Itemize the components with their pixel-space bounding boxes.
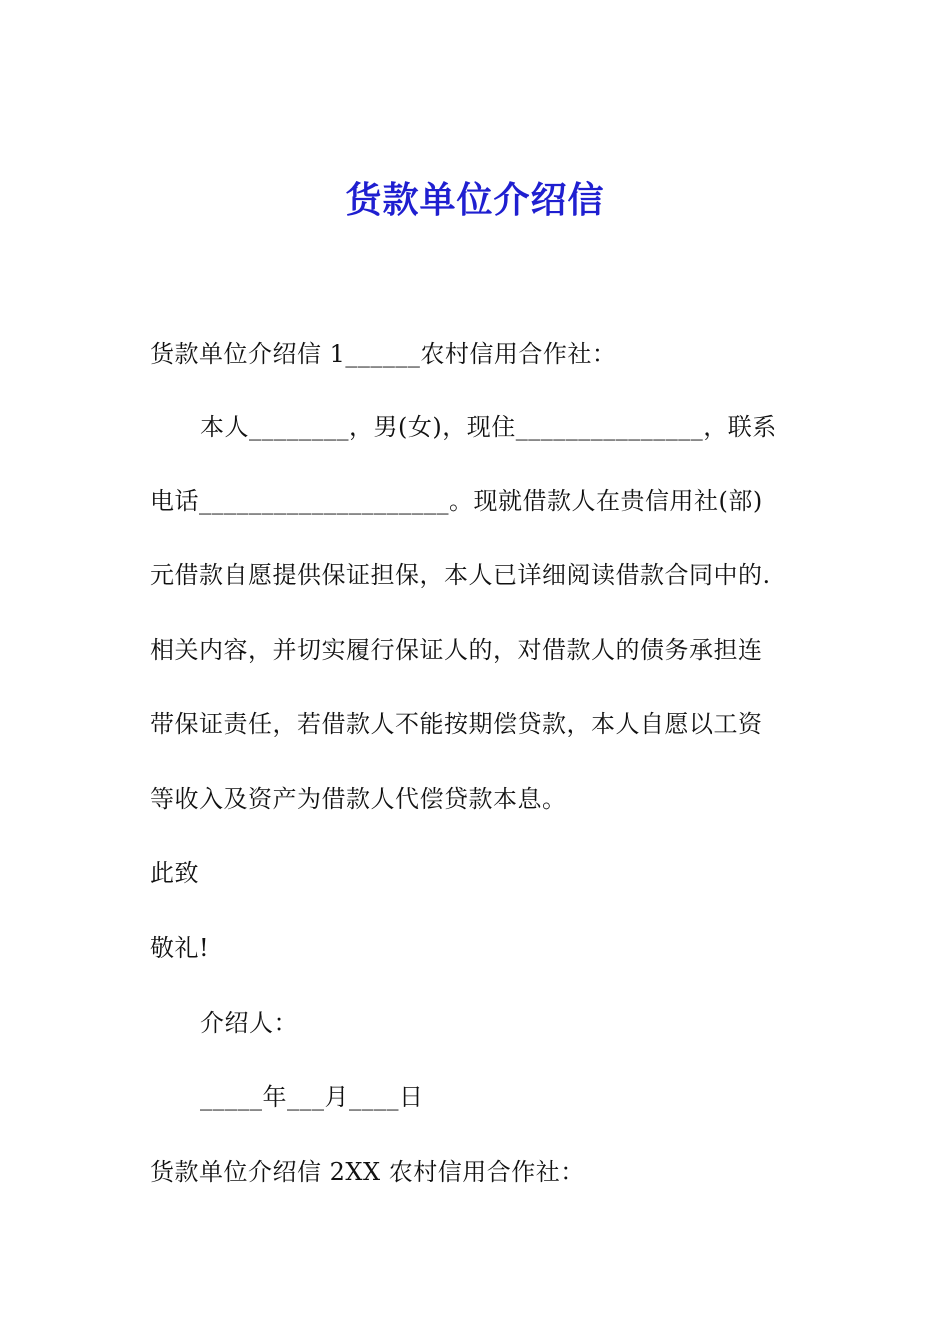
closing-jing-li: 敬礼!	[150, 934, 210, 962]
introducer-label: 介绍人：	[200, 1009, 298, 1037]
document-title: 货款单位介绍信	[345, 180, 605, 221]
letter-1-paragraph-line: 带保证责任，若借款人不能按期偿贷款，本人自愿以工资	[150, 710, 763, 738]
letter-1-paragraph-line: 本人________，男(女)，现住_______________，联系	[200, 413, 777, 441]
letter-1-paragraph-line: 相关内容，并切实履行保证人的，对借款人的债务承担连	[150, 636, 763, 664]
letter-1-heading: 货款单位介绍信 1______农村信用合作社：	[150, 340, 617, 368]
letter-1-paragraph-line: 电话____________________。现就借款人在贵信用社(部)	[150, 487, 763, 515]
letter-2-heading: 货款单位介绍信 2XX 农村信用合作社：	[150, 1158, 585, 1186]
date-line: _____年___月____日	[200, 1083, 424, 1111]
letter-1-paragraph-line: 等收入及资产为借款人代偿贷款本息。	[150, 785, 567, 813]
closing-ci-zhi: 此致	[150, 859, 199, 887]
letter-1-paragraph-line: 元借款自愿提供保证担保，本人已详细阅读借款合同中的.	[150, 561, 771, 589]
